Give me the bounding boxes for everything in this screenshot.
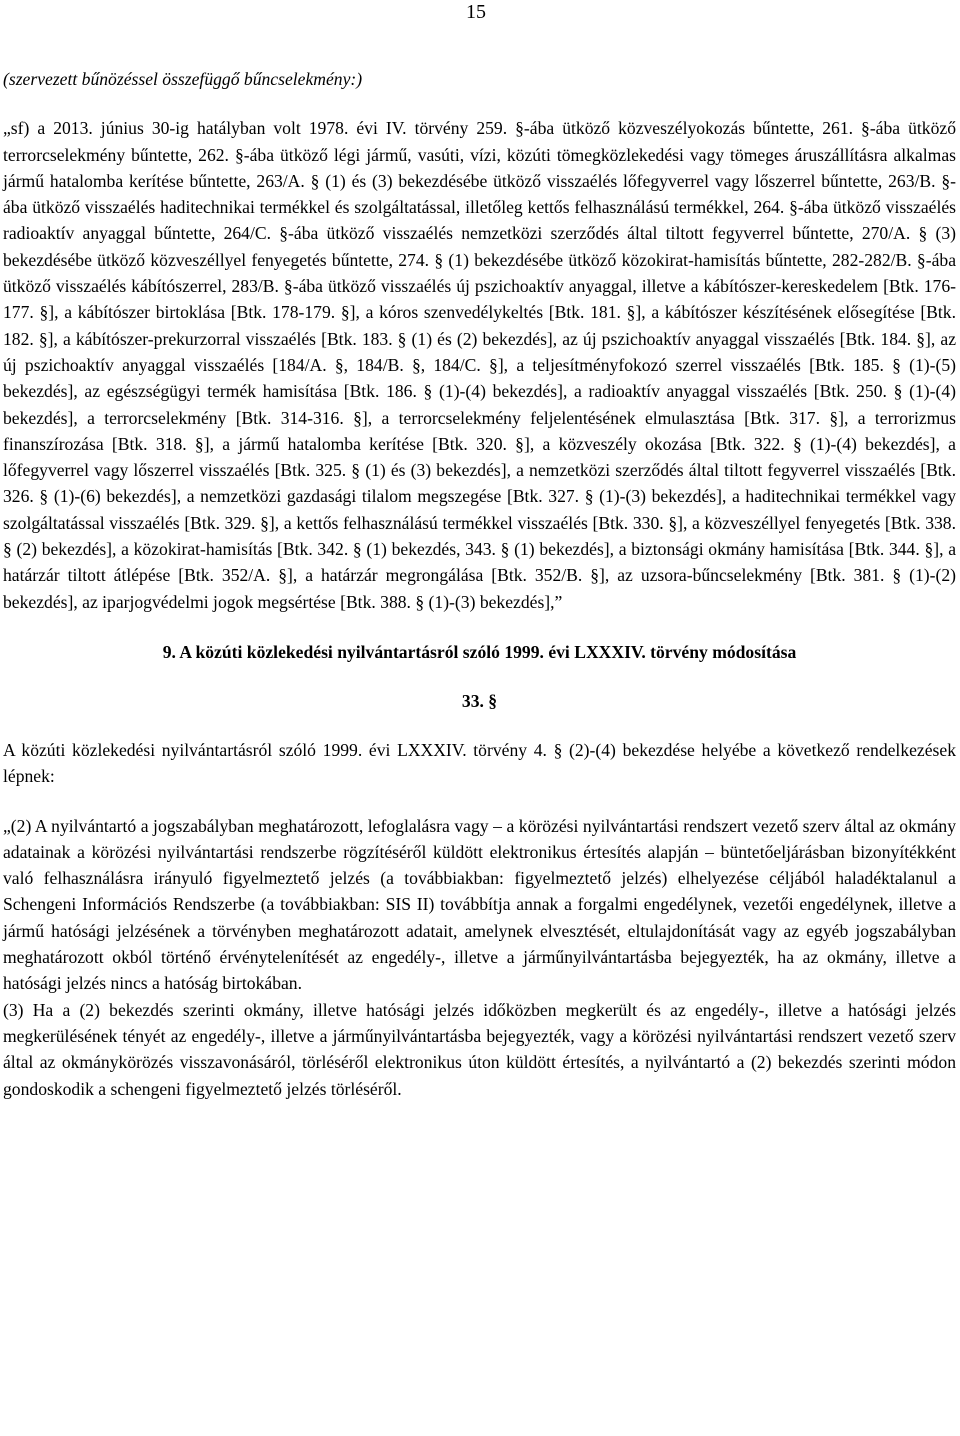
section-heading: 33. §: [461, 690, 498, 711]
section-intro: A közúti közlekedési nyilvántartásról szóló 1999. évi LXXXIV. törvény 4. § (2)-(4) bekezdése helyébe a következő rendelkezések lépnek:: [3, 739, 956, 787]
spacer: [3, 714, 956, 737]
spacer: [3, 790, 956, 813]
document-body: [3, 66, 956, 1102]
paragraph-3: (3) Ha a (2) bekezdés szerinti okmány, illetve hatósági jelzés időközben megkerült és az engedély-, illetve a hatósági jelzés megkerülésének tényét az engedély-, illetve a járműnyilvántartásba bejegyezték, vagy a körözési nyilvántartási rendszert vezető szerv által az okmánykörözés visszavonásáról, törléséről elektronikus úton küldött értesítés, a nyilvántartó a (2) bekezdés szerinti módon gondoskodik a schengeni figyelmeztető jelzés törléséről.: [3, 999, 956, 1099]
context-line: (szervezett bűnözéssel összefüggő bűncselekmény:): [3, 69, 363, 89]
paragraph-2: „(2) A nyilvántartó a jogszabályban meghatározott, lefoglalásra vagy – a körözési nyilvántartási rendszert vezető szerv által az okmány adatainak a körözési nyilvántartási rendszerbe rögzítéséről küldött elektronikus értesítés alapján – büntetőeljárásban bizonyítékként való felhasználásra irányuló figyelmeztető jelzés (a továbbiakban: figyelmeztető jelzés) elhelyezése céljából haladéktalanul a Schengeni Információs Rendszerbe (a továbbiakban: SIS II) továbbítja annak a forgalmi engedélynek, vezetői engedélynek, illetve a jármű hatósági jelzésének a törvényben meghatározott adatait, amelynek elvesztését, eltulajdonítását vagy az egyéb jogszabályban meghatározott okból történő érvénytelenítését az engedély-, illetve a járműnyilvántartásba bejegyezték, ha az okmány, illetve a hatósági jelzés nincs a hatóság birtokában.: [3, 815, 956, 994]
chapter-heading: 9. A közúti közlekedési nyilvántartásról szóló 1999. évi LXXXIV. törvény módosítása: [162, 641, 797, 662]
spacer: [3, 92, 956, 115]
spacer: [3, 665, 956, 688]
intro-paragraph: „sf) a 2013. június 30-ig hatályban volt 1978. évi IV. törvény 259. §-ába ütköző közveszélyokozás bűntette, 261. §-ába ütköző terrorcselekmény bűntette, 262. §-ába ütköző légi jármű, vasúti, vízi, közúti tömegközlekedési vagy tömeges áruszállításra alkalmas jármű hatalomba kerítése bűntette, 263/A. § (1) és (3) bekezdésébe ütköző visszaélés lőfegyverrel vagy lőszerrel bűntette, 263/B. §-ába ütköző visszaélés haditechnikai termékkel és szolgáltatással, illetőleg kettős felhasználású termékkel, 264. §-ába ütköző visszaélés radioaktív anyaggal bűntette, 264/C. §-ába ütköző visszaélés nemzetközi szerződés által tiltott fegyverrel bűntette, 270/A. § (3) bekezdésébe ütköző közveszéllyel fenyegetés bűntette, 274. § (1) bekezdésébe ütköző közokirat-hamisítás bűntette, 282-282/B. §-ába ütköző visszaélés kábítószerrel, 283/B. §-ába ütköző visszaélés új pszichoaktív anyaggal, illetve a kábítószer-kereskedelem [Btk. 176-177. §], a kábítószer birtoklása [Btk. 178-179. §], a kóros szenvedélykeltés [Btk. 181. §], a kábítószer készítésének elősegítése [Btk. 182. §], a kábítószer-prekurzorral visszaélés [Btk. 183. § (1) és (2) bekezdés], az új pszichoaktív anyaggal visszaélés [Btk. 184. §], az új pszichoaktív anyaggal visszaélés [184/A. §, 184/B. §, 184/C. §], a teljesítményfokozó szerrel visszaélés [Btk. 185. § (1)-(5) bekezdés], az egészségügyi termék hamisítása [Btk. 186. § (1)-(4) bekezdés], a radioaktív anyaggal visszaélés [Btk. 250. § (1)-(4) bekezdés], a terrorcselekmény [Btk. 314-316. §], a terrorcselekmény feljelentésének elmulasztása [Btk. 317. §], a terrorizmus finanszírozása [Btk. 318. §], a jármű hatalomba kerítése [Btk. 320. §], a közveszély okozása [Btk. 322. § (1)-(4) bekezdés], a lőfegyverrel vagy lőszerrel visszaélés [Btk. 325. § (1) és (3) bekezdés], a nemzetközi szerződés által tiltott fegyverrel visszaélés [Btk. 326. § (1)-(6) bekezdés], a nemzetközi gazdasági tilalom megszegése [Btk. 327. § (1)-(3) bekezdés], a haditechnikai termékkel vagy szolgáltatással visszaélés [Btk. 329. §], a kettős felhasználású termékkel visszaélés [Btk. 330. §], a közveszéllyel fenyegetés [Btk. 338. § (2) bekezdés], a közokirat-hamisítás [Btk. 342. § (1) bekezdés, 343. § (1) bekezdés], a biztonsági okmány hamisítása [Btk. 344. §], a határzár tiltott átlépése [Btk. 352/A. §], a határzár megrongálása [Btk. 352/B. §], az uzsora-bűncselekmény [Btk. 381. § (1)-(2) bekezdés], az iparjogvédelmi jogok megsértése [Btk. 388. § (1)-(3) bekezdés],”: [3, 118, 956, 612]
spacer: [3, 615, 956, 639]
page-number: 15: [466, 1, 486, 23]
